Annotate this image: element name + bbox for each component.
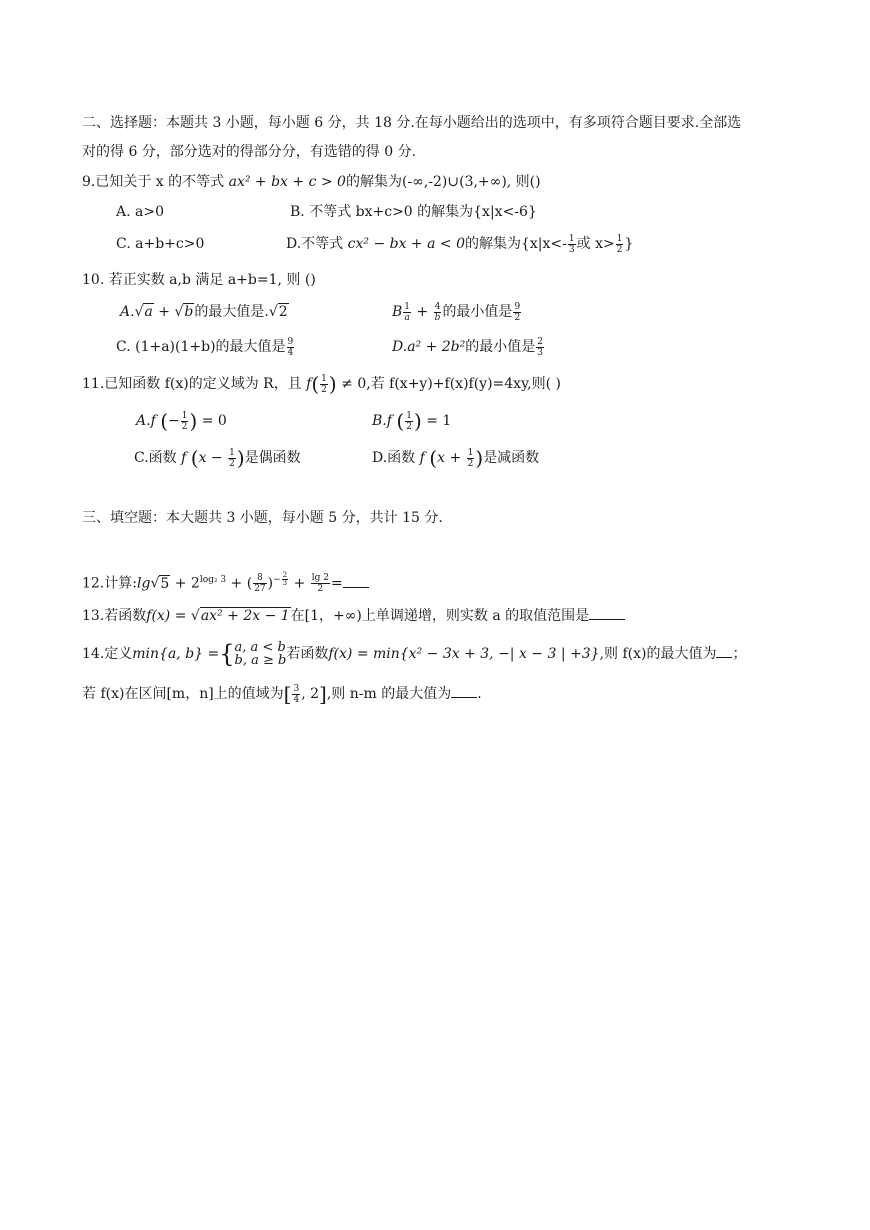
question-9-option-c: C. a+b+c>0	[116, 236, 205, 252]
question-11-option-b: B.f ( $\frac{1}{2}$ ) = 1	[372, 409, 452, 433]
question-11-option-d: D.函数 f (x + $\frac{1}{2}$ )是减函数	[372, 446, 540, 470]
fraction: $\frac{1}{2}$	[467, 447, 474, 469]
question-14-line2: 若 f(x)在区间[m，n]上的值域为[ $\frac{3}{4}$ , 2],则 n-m 的最大值为 .	[82, 682, 482, 706]
fraction: $\frac{4}{b}$	[434, 301, 441, 323]
fraction: $\frac{1}{2}$	[229, 447, 235, 469]
fraction: $\frac{3}{4}$	[293, 683, 300, 705]
question-11-option-c: C.函数 f (x − $\frac{1}{2}$ )是偶函数	[134, 446, 301, 470]
question-11-option-a: A.f (− $\frac{1}{2}$ ) = 0	[136, 409, 227, 433]
question-12: 12.计算:lg√5 + $2^{log_2 3}$ + ( $\frac{8}{27}$ )$^{- \frac{2}{3}}$ + $\frac{\lg 2}{2}$ =	[82, 569, 369, 595]
question-10-option-c: C. (1+a)(1+b)的最大值是 $\frac{9}{4}$	[116, 336, 294, 358]
question-10-option-a: A.√a + √b的最大值是.√2	[120, 304, 288, 320]
question-9-stem: 9.已知关于 x 的不等式 ax² + bx + c > 0的解集为(-∞,-2)∪(3,+∞), 则()	[82, 174, 541, 190]
fraction: $\frac{9}{2}$	[514, 301, 521, 323]
section2-header-line1: 二、选择题：本题共 3 小题，每小题 6 分，共 18 分.在每小题给出的选项中，有多项符合题目要求.全部选	[82, 115, 742, 131]
question-13: 13.若函数f(x) = √ax² + 2x − 1在[1，+∞)上单调递增，则实数 a 的取值范围是	[82, 605, 625, 627]
fraction: $\frac{1}{2}$	[321, 373, 327, 395]
section2-header-line2: 对的得 6 分，部分选对的得部分分，有选错的得 0 分.	[82, 144, 417, 160]
question-14-line1: 14.定义min{a, b} ={ a, a < b b, a ≥ b 若函数f(x) = min{x² − 3x + 3, −| x − 3 | +3},则 f(x)的最大值为 ；	[82, 640, 747, 668]
answer-blank[interactable]	[716, 643, 732, 658]
fraction: $\frac{1}{3}$	[568, 233, 575, 255]
fraction: $\frac{\lg 2}{2}$	[311, 573, 329, 595]
fraction: $\frac{1}{a}$	[404, 301, 411, 323]
fraction: $\frac{1}{2}$	[616, 233, 623, 255]
question-11-stem: 11.已知函数 f(x)的定义域为 R，且 f( $\frac{1}{2}$ ) ≠ 0,若 f(x+y)+f(x)f(y)=4xy,则( )	[82, 372, 561, 396]
answer-blank[interactable]	[589, 605, 625, 620]
fraction: $\frac{8}{27}$	[254, 573, 266, 595]
answer-blank[interactable]	[451, 683, 477, 698]
question-10-stem: 10. 若正实数 a,b 满足 a+b=1, 则 ()	[82, 272, 316, 288]
question-9-option-a: A. a>0	[116, 204, 164, 220]
question-9-option-d: D.不等式 cx² − bx + a < 0的解集为{x|x<- $\frac{1}{3}$ 或 x> $\frac{1}{2}$ }	[286, 233, 634, 255]
question-9-option-b: B. 不等式 bx+c>0 的解集为{x|x<-6}	[290, 204, 537, 220]
question-10-option-b: B $\frac{1}{a}$ + $\frac{4}{b}$ 的最小值是 $\frac{9}{2}$	[392, 301, 521, 323]
fraction: $\frac{1}{2}$	[406, 410, 412, 432]
piecewise-cases: a, a < b b, a ≥ b	[234, 640, 287, 668]
answer-blank[interactable]	[343, 573, 369, 588]
section3-header: 三、填空题：本大题共 3 小题，每小题 5 分，共计 15 分.	[82, 510, 443, 526]
fraction: $\frac{1}{2}$	[181, 410, 188, 432]
question-10-option-d: D.a² + 2b²的最小值是 $\frac{2}{3}$	[392, 336, 543, 358]
fraction: $\frac{2}{3}$	[537, 336, 543, 358]
fraction: $\frac{9}{4}$	[287, 336, 294, 358]
